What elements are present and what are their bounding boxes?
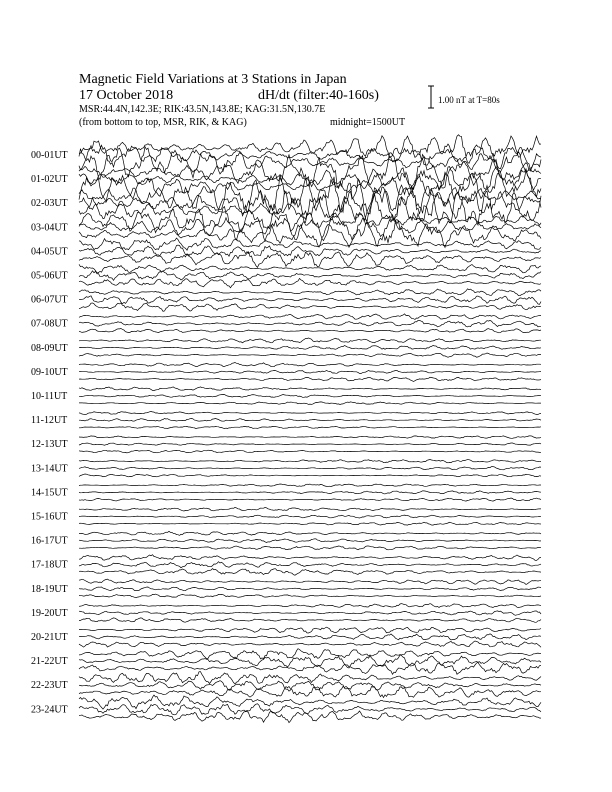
hour-label: 16-17UT xyxy=(31,535,68,547)
hour-label: 02-03UT xyxy=(31,198,68,210)
hour-label: 23-24UT xyxy=(31,704,68,716)
order-label: (from bottom to top, MSR, RIK, & KAG) xyxy=(79,117,247,128)
trace-msr xyxy=(79,711,541,723)
hour-label: 05-06UT xyxy=(31,270,68,282)
hour-label: 21-22UT xyxy=(31,656,68,668)
trace-msr xyxy=(79,252,541,268)
hour-label: 03-04UT xyxy=(31,222,68,234)
trace-kag xyxy=(79,412,541,415)
trace-rik xyxy=(79,491,541,494)
hour-label: 13-14UT xyxy=(31,463,68,475)
trace-msr xyxy=(79,641,541,647)
trace-rik xyxy=(79,539,541,543)
hour-label: 07-08UT xyxy=(31,318,68,330)
trace-msr xyxy=(79,618,541,622)
trace-rik xyxy=(79,611,541,615)
trace-msr xyxy=(79,662,541,674)
trace-kag xyxy=(79,604,541,608)
trace-rik xyxy=(79,371,541,374)
filter-label: dH/dt (filter:40-160s) xyxy=(258,88,379,103)
trace-kag xyxy=(79,289,541,296)
hour-label: 04-05UT xyxy=(31,246,68,258)
trace-rik xyxy=(79,681,541,692)
trace-msr xyxy=(79,147,541,180)
trace-rik xyxy=(79,515,541,518)
trace-msr xyxy=(79,546,541,550)
hour-label: 17-18UT xyxy=(31,559,68,571)
trace-rik xyxy=(79,467,541,470)
hour-label: 15-16UT xyxy=(31,511,68,523)
trace-rik xyxy=(79,245,541,256)
trace-kag xyxy=(79,314,541,320)
trace-kag xyxy=(79,338,541,343)
trace-rik xyxy=(79,443,541,445)
hour-label: 14-15UT xyxy=(31,487,68,499)
trace-kag xyxy=(79,649,541,659)
scale-label: 1.00 nT at T=80s xyxy=(438,95,500,105)
hour-label: 08-09UT xyxy=(31,342,68,354)
trace-msr xyxy=(79,329,541,333)
hour-label: 09-10UT xyxy=(31,366,68,378)
trace-kag xyxy=(79,264,541,273)
trace-msr xyxy=(79,426,541,428)
trace-msr xyxy=(79,303,541,311)
trace-msr xyxy=(79,686,541,697)
trace-msr xyxy=(79,402,541,405)
trace-msr xyxy=(79,377,541,381)
trace-kag xyxy=(79,555,541,561)
trace-kag xyxy=(79,531,541,535)
hour-label: 12-13UT xyxy=(31,439,68,451)
midnight-label: midnight=1500UT xyxy=(330,117,406,128)
hour-label: 06-07UT xyxy=(31,294,68,306)
trace-rik xyxy=(79,562,541,568)
trace-rik xyxy=(79,394,541,397)
trace-kag xyxy=(79,460,541,463)
trace-kag xyxy=(79,579,541,584)
trace-msr xyxy=(79,279,541,288)
chart-title: Magnetic Field Variations at 3 Stations in Japan xyxy=(79,72,347,87)
trace-kag xyxy=(79,135,541,158)
trace-msr xyxy=(79,594,541,598)
hour-label: 20-21UT xyxy=(31,632,68,643)
trace-kag xyxy=(79,627,541,633)
trace-rik xyxy=(79,418,541,421)
trace-rik xyxy=(79,634,541,640)
trace-kag xyxy=(79,238,541,250)
hour-label: 18-19UT xyxy=(31,583,68,595)
trace-msr xyxy=(79,522,541,525)
scale-bar xyxy=(428,86,434,108)
trace-kag xyxy=(79,484,541,487)
trace-rik xyxy=(79,271,541,281)
trace-kag xyxy=(79,507,541,511)
trace-msr xyxy=(79,569,541,576)
trace-rik xyxy=(79,587,541,591)
hour-label: 22-23UT xyxy=(31,680,68,692)
hour-label: 19-20UT xyxy=(31,607,68,619)
trace-rik xyxy=(79,320,541,327)
trace-kag xyxy=(79,207,541,233)
hour-label: 11-12UT xyxy=(31,415,68,427)
trace-kag xyxy=(79,695,541,709)
trace-kag xyxy=(79,672,541,684)
trace-msr xyxy=(79,450,541,453)
hour-label: 00-01UT xyxy=(31,150,68,161)
trace-msr xyxy=(79,353,541,357)
trace-kag xyxy=(79,363,541,367)
trace-rik xyxy=(79,346,541,350)
trace-msr xyxy=(79,498,541,501)
trace-msr xyxy=(79,474,541,477)
stations-label: MSR:44.4N,142.3E; RIK:43.5N,143.8E; KAG:31.5N,130.7E xyxy=(79,104,326,115)
hour-label: 10-11UT xyxy=(31,391,68,402)
trace-rik xyxy=(79,296,541,305)
hour-label: 01-02UT xyxy=(31,174,68,186)
trace-rik xyxy=(79,704,541,715)
trace-kag xyxy=(79,436,541,439)
trace-kag xyxy=(79,387,541,391)
date-label: 17 October 2018 xyxy=(79,88,174,103)
